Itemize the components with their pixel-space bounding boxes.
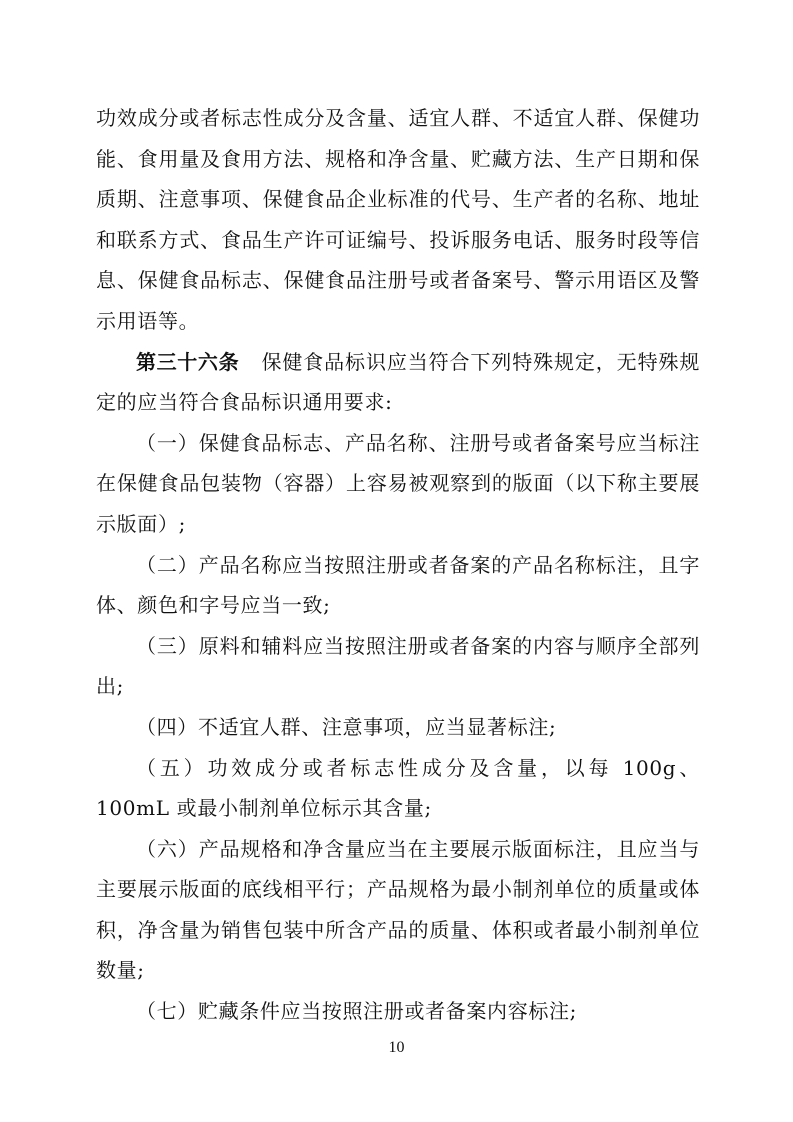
continuation-paragraph: 功效成分或者标志性成分及含量、适宜人群、不适宜人群、保健功能、食用量及食用方法、规格和净含量、贮藏方法、生产日期和保质期、注意事项、保健食品企业标准的代号、生产者的名称、地址和联系方式、食品生产许可证编号、投诉服务电话、服务时段等信息、保健食品标志、保健食品注册号或者备案号、警示用语区及警示用语等。	[96, 106, 700, 333]
document-body	[96, 98, 700, 1032]
list-item: （一）保健食品标志、产品名称、注册号或者备案号应当标注在保健食品包装物（容器）上容易被观察到的版面（以下称主要展示版面）;	[96, 430, 700, 536]
list-item: （六）产品规格和净含量应当在主要展示版面标注，且应当与主要展示版面的底线相平行；产品规格为最小制剂单位的质量或体积，净含量为销售包装中所含产品的质量、体积或者最小制剂单位数量;	[96, 836, 700, 983]
list-item: （七）贮藏条件应当按照注册或者备案内容标注;	[136, 999, 578, 1024]
page-number: 10	[388, 1039, 405, 1056]
article-heading: 第三十六条	[136, 349, 240, 374]
list-item: （三）原料和辅料应当按照注册或者备案的内容与顺序全部列出;	[96, 633, 700, 699]
list-item: （五）功效成分或者标志性成分及含量，以每 100g、100mL 或最小制剂单位标示其含量;	[96, 755, 700, 821]
article-intro: 保健食品标识应当符合下列特殊规定，无特殊规定的应当符合食品标识通用要求:	[96, 349, 701, 415]
article-36-paragraph	[96, 342, 700, 423]
list-item: （四）不适宜人群、注意事项，应当显著标注;	[136, 714, 557, 739]
list-item: （二）产品名称应当按照注册或者备案的产品名称标注，且字体、颜色和字号应当一致;	[96, 552, 700, 618]
